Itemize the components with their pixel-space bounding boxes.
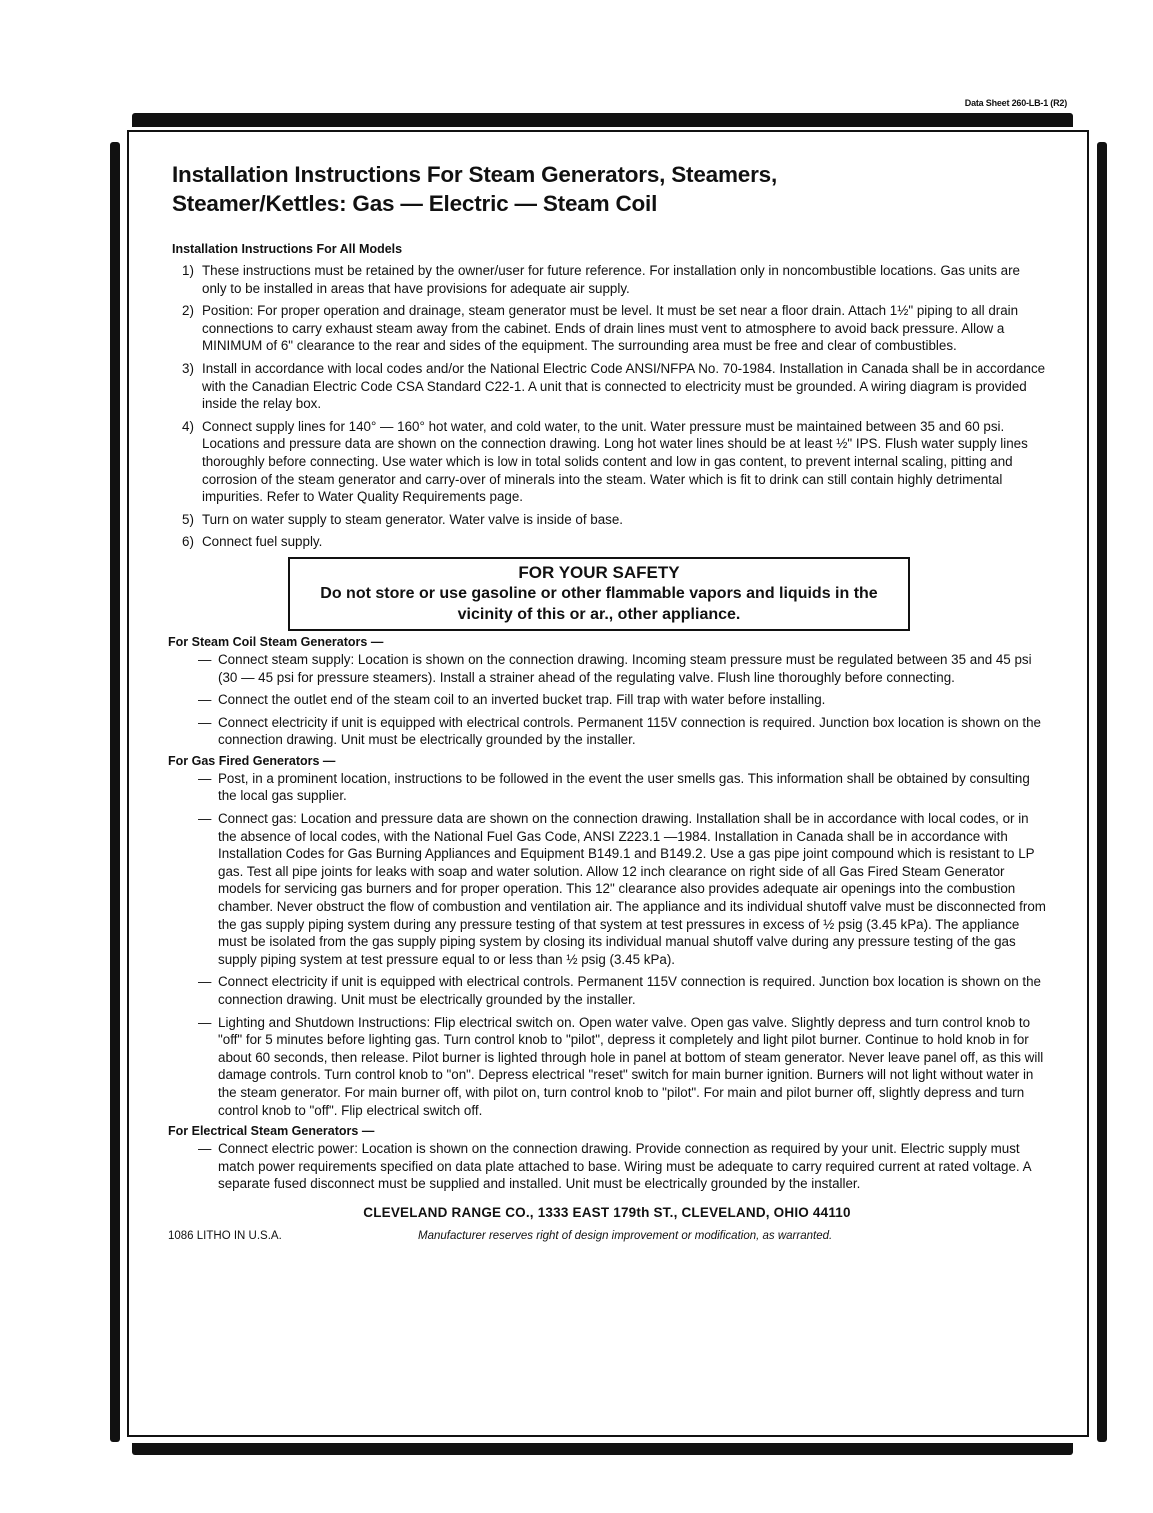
item-text: Post, in a prominent location, instructions to be followed in the event the user smells gas. This information shall be obtained by consulting the local gas supplier. — [218, 770, 1030, 804]
list-item — [198, 1014, 1046, 1120]
list-item — [198, 810, 1046, 968]
bullet-dash: — — [198, 651, 212, 667]
item-text: Connect electric power: Location is shown on the connection drawing. Provide connection as required by your unit. Electric supply must match power requirements specified on data plate attached to base. Wiring must be adequate to carry required current at rated voltage. A separate fused disconnect must be supplied and installed. Unit must be electrically grounded by the installer. — [218, 1141, 1031, 1192]
bullet-dash: — — [198, 770, 212, 786]
list-item — [182, 511, 1046, 529]
list-item — [198, 973, 1046, 1008]
list-item — [198, 651, 1046, 686]
manufacturer-note: Manufacturer reserves right of design improvement or modification, as warranted. — [418, 1229, 833, 1242]
steam-coil-list — [198, 651, 1046, 749]
item-text: Connect electricity if unit is equipped with electrical controls. Permanent 115V connection is required. Junction box location is shown on the connection drawing. Unit must be electrically grounded by the installer. — [218, 714, 1041, 748]
list-item — [198, 691, 1046, 709]
list-item — [198, 714, 1046, 749]
item-number: 4) — [182, 418, 194, 434]
bullet-dash: — — [198, 692, 212, 708]
list-item — [182, 360, 1046, 413]
item-text: Connect the outlet end of the steam coil to an inverted bucket trap. Fill trap with water before installing. — [218, 692, 826, 708]
bullet-dash: — — [198, 1014, 212, 1030]
bullet-dash: — — [198, 811, 212, 827]
title-line-2: Steamer/Kettles: Gas — Electric — Steam Coil — [172, 191, 658, 216]
all-models-list — [182, 262, 1046, 551]
title-line-1: Installation Instructions For Steam Generators, Steamers, — [172, 162, 778, 187]
all-models-heading: Installation Instructions For All Models — [172, 242, 403, 256]
litho-note: 1086 LITHO IN U.S.A. — [168, 1229, 282, 1242]
list-item — [182, 418, 1046, 506]
item-text: Connect supply lines for 140° — 160° hot water, and cold water, to the unit. Water pressure must be maintained between 35 and 60 psi. Locations and pressure data are shown on the connection drawing. Long hot water lines should be at least ½" IPS. Flush water supply lines thoroughly before connecting. Use water which is low in total solids content and low in gas content, to prevent internal scaling, pitting and corrosion of the steam generator and carry-over of minerals into the steam. Water which is fit to drink can still contain highly detrimental impurities. Refer to Water Quality Requirements page. — [202, 418, 1028, 505]
item-number: 2) — [182, 303, 194, 319]
item-text: Connect electricity if unit is equipped with electrical controls. Permanent 115V connection is required. Junction box location is shown on the connection drawing. Unit must be electrically grounded by the installer. — [218, 974, 1041, 1007]
bullet-dash: — — [198, 714, 212, 730]
item-text: Lighting and Shutdown Instructions: Flip electrical switch on. Open water valve. Open gas valve. Slightly depress and turn control knob to "off" for 5 minutes before lighting gas. Turn control knob to "pilot", depress it completely and light pilot burner. Continue to hold knob in for about 60 seconds, then release. Pilot burner is lighted through hole in panel at bottom of steam generator. Never leave panel off, as this will damage controls. Turn control knob to "on". Depress electrical "reset" switch for main burner ignition. Burners will not light without water in the steam generator. For main burner off, with pilot on, turn control knob to "pilot". For main and pilot burner off, slightly depress and turn control knob to "off". Flip electrical switch off. — [218, 1014, 1044, 1118]
safety-warning-box — [288, 557, 910, 631]
item-number: 6) — [182, 534, 194, 550]
item-text: Connect fuel supply. — [202, 534, 323, 550]
right-border-bar — [1097, 142, 1107, 1442]
list-item — [182, 302, 1046, 355]
list-item — [198, 770, 1046, 805]
left-border-bar — [110, 142, 120, 1442]
bottom-border-bar — [132, 1443, 1073, 1455]
list-item — [182, 262, 1046, 297]
company-address: CLEVELAND RANGE CO., 1333 EAST 179th ST., CLEVELAND, OHIO 44110 — [363, 1204, 851, 1220]
item-text: Position: For proper operation and drainage, steam generator must be level. It must be set near a floor drain. Attach 1½" piping to all drain connections to carry exhaust steam away from the cabinet. Ends of drain lines must vent to atmosphere to avoid back pressure. Allow a MINIMUM of 6" clearance to the rear and sides of the equipment. The surrounding area must be free and clear of combustibles. — [202, 303, 1019, 354]
bullet-dash: — — [198, 1141, 212, 1157]
item-text: Connect steam supply: Location is shown on the connection drawing. Incoming steam pressure must be regulated between 35 and 45 psi (30 — 45 psi for pressure steamers). Install a strainer ahead of the regulating valve. Flush line thoroughly before connecting. — [218, 651, 1032, 685]
item-number: 3) — [182, 360, 194, 376]
list-item — [198, 1140, 1046, 1193]
document-content — [168, 160, 1046, 1242]
safety-title: FOR YOUR SAFETY — [518, 562, 680, 582]
top-border-bar — [132, 113, 1073, 127]
bullet-dash: — — [198, 974, 212, 990]
item-text: These instructions must be retained by the owner/user for future reference. For installation only in noncombustible locations. Gas units are only to be installed in areas that have provisions for adequate air supply. — [202, 263, 1020, 296]
data-sheet-reference: Data Sheet 260-LB-1 (R2) — [964, 98, 1067, 108]
safety-body: Do not store or use gasoline or other flammable vapors and liquids in the vicinity of this or ar., other appliance. — [320, 584, 878, 623]
electrical-heading: For Electrical Steam Generators — — [168, 1124, 375, 1139]
electrical-list — [198, 1140, 1046, 1193]
page-title — [172, 160, 1046, 218]
item-text: Turn on water supply to steam generator. Water valve is inside of base. — [202, 511, 624, 527]
item-text: Install in accordance with local codes and/or the National Electric Code ANSI/NFPA No. 70-1984. Installation in Canada shall be in accordance with the Canadian Electric Code CSA Standard C22-1. A unit that is connected to electricity must be grounded. A wiring diagram is provided inside the relay box. — [202, 360, 1046, 412]
gas-fired-list — [198, 770, 1046, 1119]
gas-fired-heading: For Gas Fired Generators — — [168, 753, 336, 768]
list-item — [182, 533, 1046, 551]
bottom-line — [168, 1230, 1046, 1242]
steam-coil-heading: For Steam Coil Steam Generators — — [168, 634, 384, 649]
item-text: Connect gas: Location and pressure data are shown on the connection drawing. Installation shall be in accordance with local codes, or in the absence of local codes, with the National Fuel Gas Code, ANSI Z223.1 —1984. Installation in Canada shall be in accordance with Installation Codes for Gas Burning Appliances and Equipment B149.1 and B149.2. Use a gas pipe joint compound which is resistant to LP gas. Test all pipe joints for leaks with soap and water solution. Allow 12 inch clearance on right side of all Gas Fired Steam Generator models for servicing gas burners and for proper operation. This 12" clearance also provides adequate air openings into the combustion chamber. Never obstruct the flow of combustion and ventilation air. The appliance and its individual shutoff valve must be disconnected from the gas supply piping system during any pressure testing of that system at test pressures in excess of ½ psig (3.45 kPa). The appliance must be isolated from the gas supply piping system by closing its individual manual shutoff valve during any pressure testing of the gas supply piping system at test pressure equal to or less than ½ psig (3.45 kPa). — [218, 811, 1046, 967]
item-number: 1) — [182, 263, 194, 278]
item-number: 5) — [182, 511, 194, 527]
